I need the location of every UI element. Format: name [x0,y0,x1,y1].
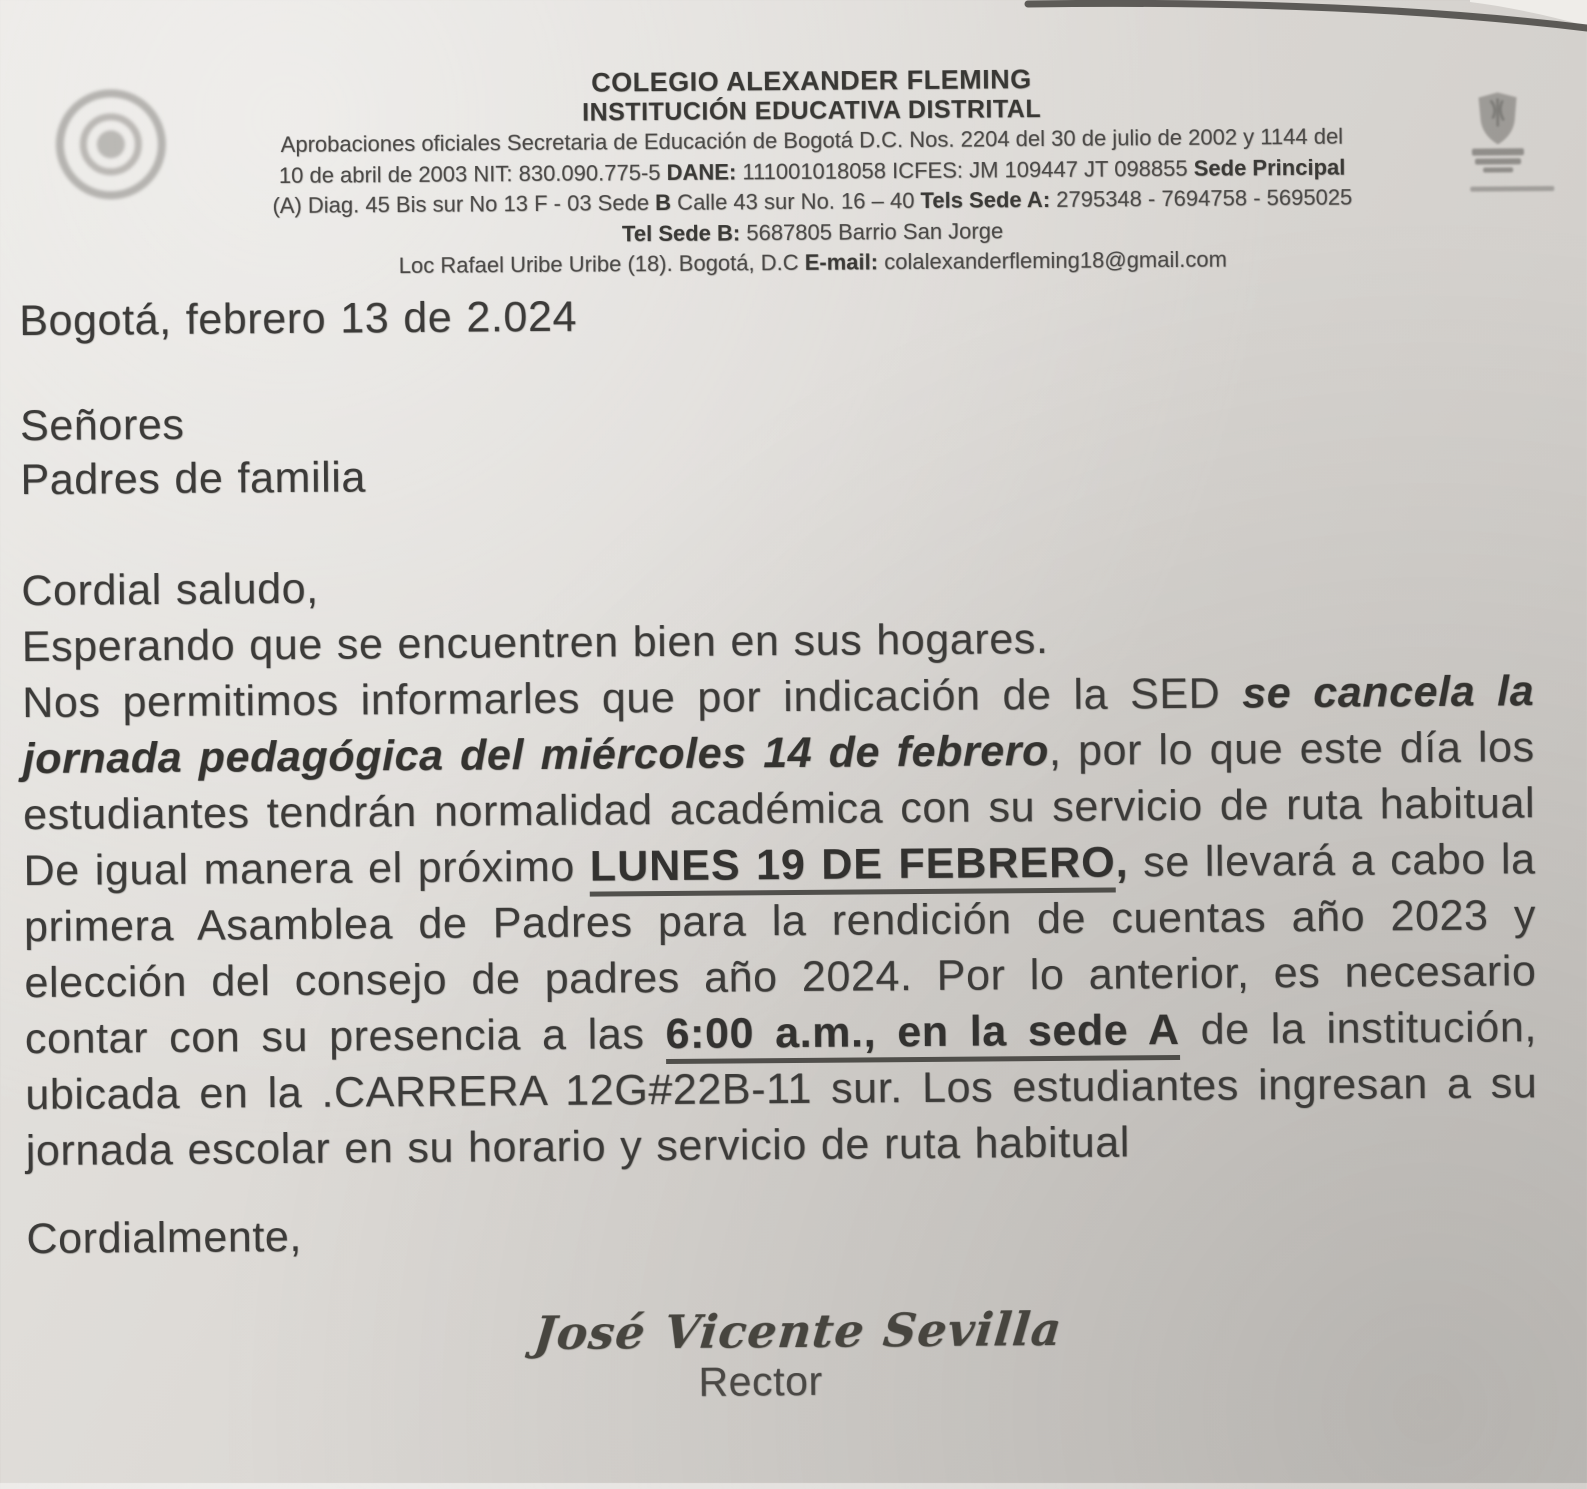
address-pre: (A) Diag. 45 Bis sur No 13 F - 03 Sede [272,190,656,219]
recipients [20,387,1533,507]
greeting: Cordial saludo, [21,564,319,615]
tels-sede-a-label: Tels Sede A: [920,186,1051,213]
crest-caption-line [1470,186,1554,192]
shield-icon [1479,92,1517,144]
sede-principal-label: Sede Principal [1193,154,1346,181]
p3-comma: , [1115,837,1129,886]
closing: Cordialmente, [26,1212,303,1263]
tel-sede-b-label: Tel Sede B: [621,219,741,246]
paragraph-4: Los estudiantes ingresan a su jornada escolar en su horario y servicio de ruta habitual [25,1058,1538,1175]
p2-pre: Nos permitimos informarles que por indicación de la SED [22,668,1243,727]
email-label: E-mail: [804,249,879,275]
recipient-line-1: Señores [19,400,185,450]
p3-pre: De igual manera el próximo [23,842,591,895]
date-line: Bogotá, febrero 13 de 2.024 [19,292,578,345]
paragraph-2 [22,667,1535,839]
paper-edge-shadow [0,0,1587,40]
p3-mid: se llevará a cabo la primera Asamblea de Padres para la rendición de cuentas año 2023 y elección del consejo de padres año 2024. Por lo anterior, es necesario contar con su presencia a las [23,834,1537,1063]
sede-b-label: B [655,189,672,216]
crest-caption-line [1475,158,1521,164]
dane-label: DANE: [666,158,737,185]
circular-seal-stamp-icon [55,89,166,200]
letterhead [0,0,1584,285]
approvals-line-1: Aprobaciones oficiales Secretaria de Educación de Bogotá D.C. Nos. 2204 del 30 de julio de 2002 y 1144 del [280,123,1344,158]
phone-numbers: 2795348 - 7694758 - 5695025 [1050,184,1353,212]
p3-date-underlined: LUNES 19 DE FEBRERO [590,838,1116,896]
p2-cancellation-bold-italic: se cancela la jornada pedagógica del miércoles 14 de febrero [22,666,1535,783]
school-name: COLEGIO ALEXANDER FLEMING [591,64,1032,98]
p3-post: de la institución, ubicada en la .CARRERA 12G#22B-11 sur. [25,1002,1538,1119]
address-mid: Calle 43 sur No. 16 – 40 [670,187,921,215]
paragraphs [21,551,1538,1179]
email-value: colalexanderfleming18@gmail.com [877,246,1227,275]
tel-sede-b-value: 5687805 Barrio San Jorge [740,217,1004,245]
p2-post: , por lo que este día los estudiantes tendrán normalidad académica con su servicio de ruta habitual [22,722,1536,839]
signature-handwriting: José Vicente Sevilla [531,1301,1065,1360]
paragraph-1: Esperando que se encuentren bien en sus hogares. [21,614,1049,671]
institution-type: INSTITUCIÓN EDUCATIVA DISTRITAL [582,95,1042,127]
signature-role: Rector [698,1357,823,1405]
p3-time-underlined: 6:00 a.m., en la sede A [665,1005,1179,1063]
approvals-pre: 10 de abril de 2003 NIT: 830.090.775-5 [278,159,667,188]
crest-caption-line [1472,148,1524,155]
crest-caption-line [1483,167,1513,172]
signature-block [27,1298,1540,1411]
location-pre: Loc Rafael Uribe Uribe (18). Bogotá, D.C [398,249,805,279]
approvals-mid: 111001018058 ICFES: JM 109447 JT 098855 [736,155,1194,184]
letter-body [0,272,1587,1410]
bogota-crest-icon [1470,92,1527,191]
recipient-line-2: Padres de familia [20,452,367,504]
